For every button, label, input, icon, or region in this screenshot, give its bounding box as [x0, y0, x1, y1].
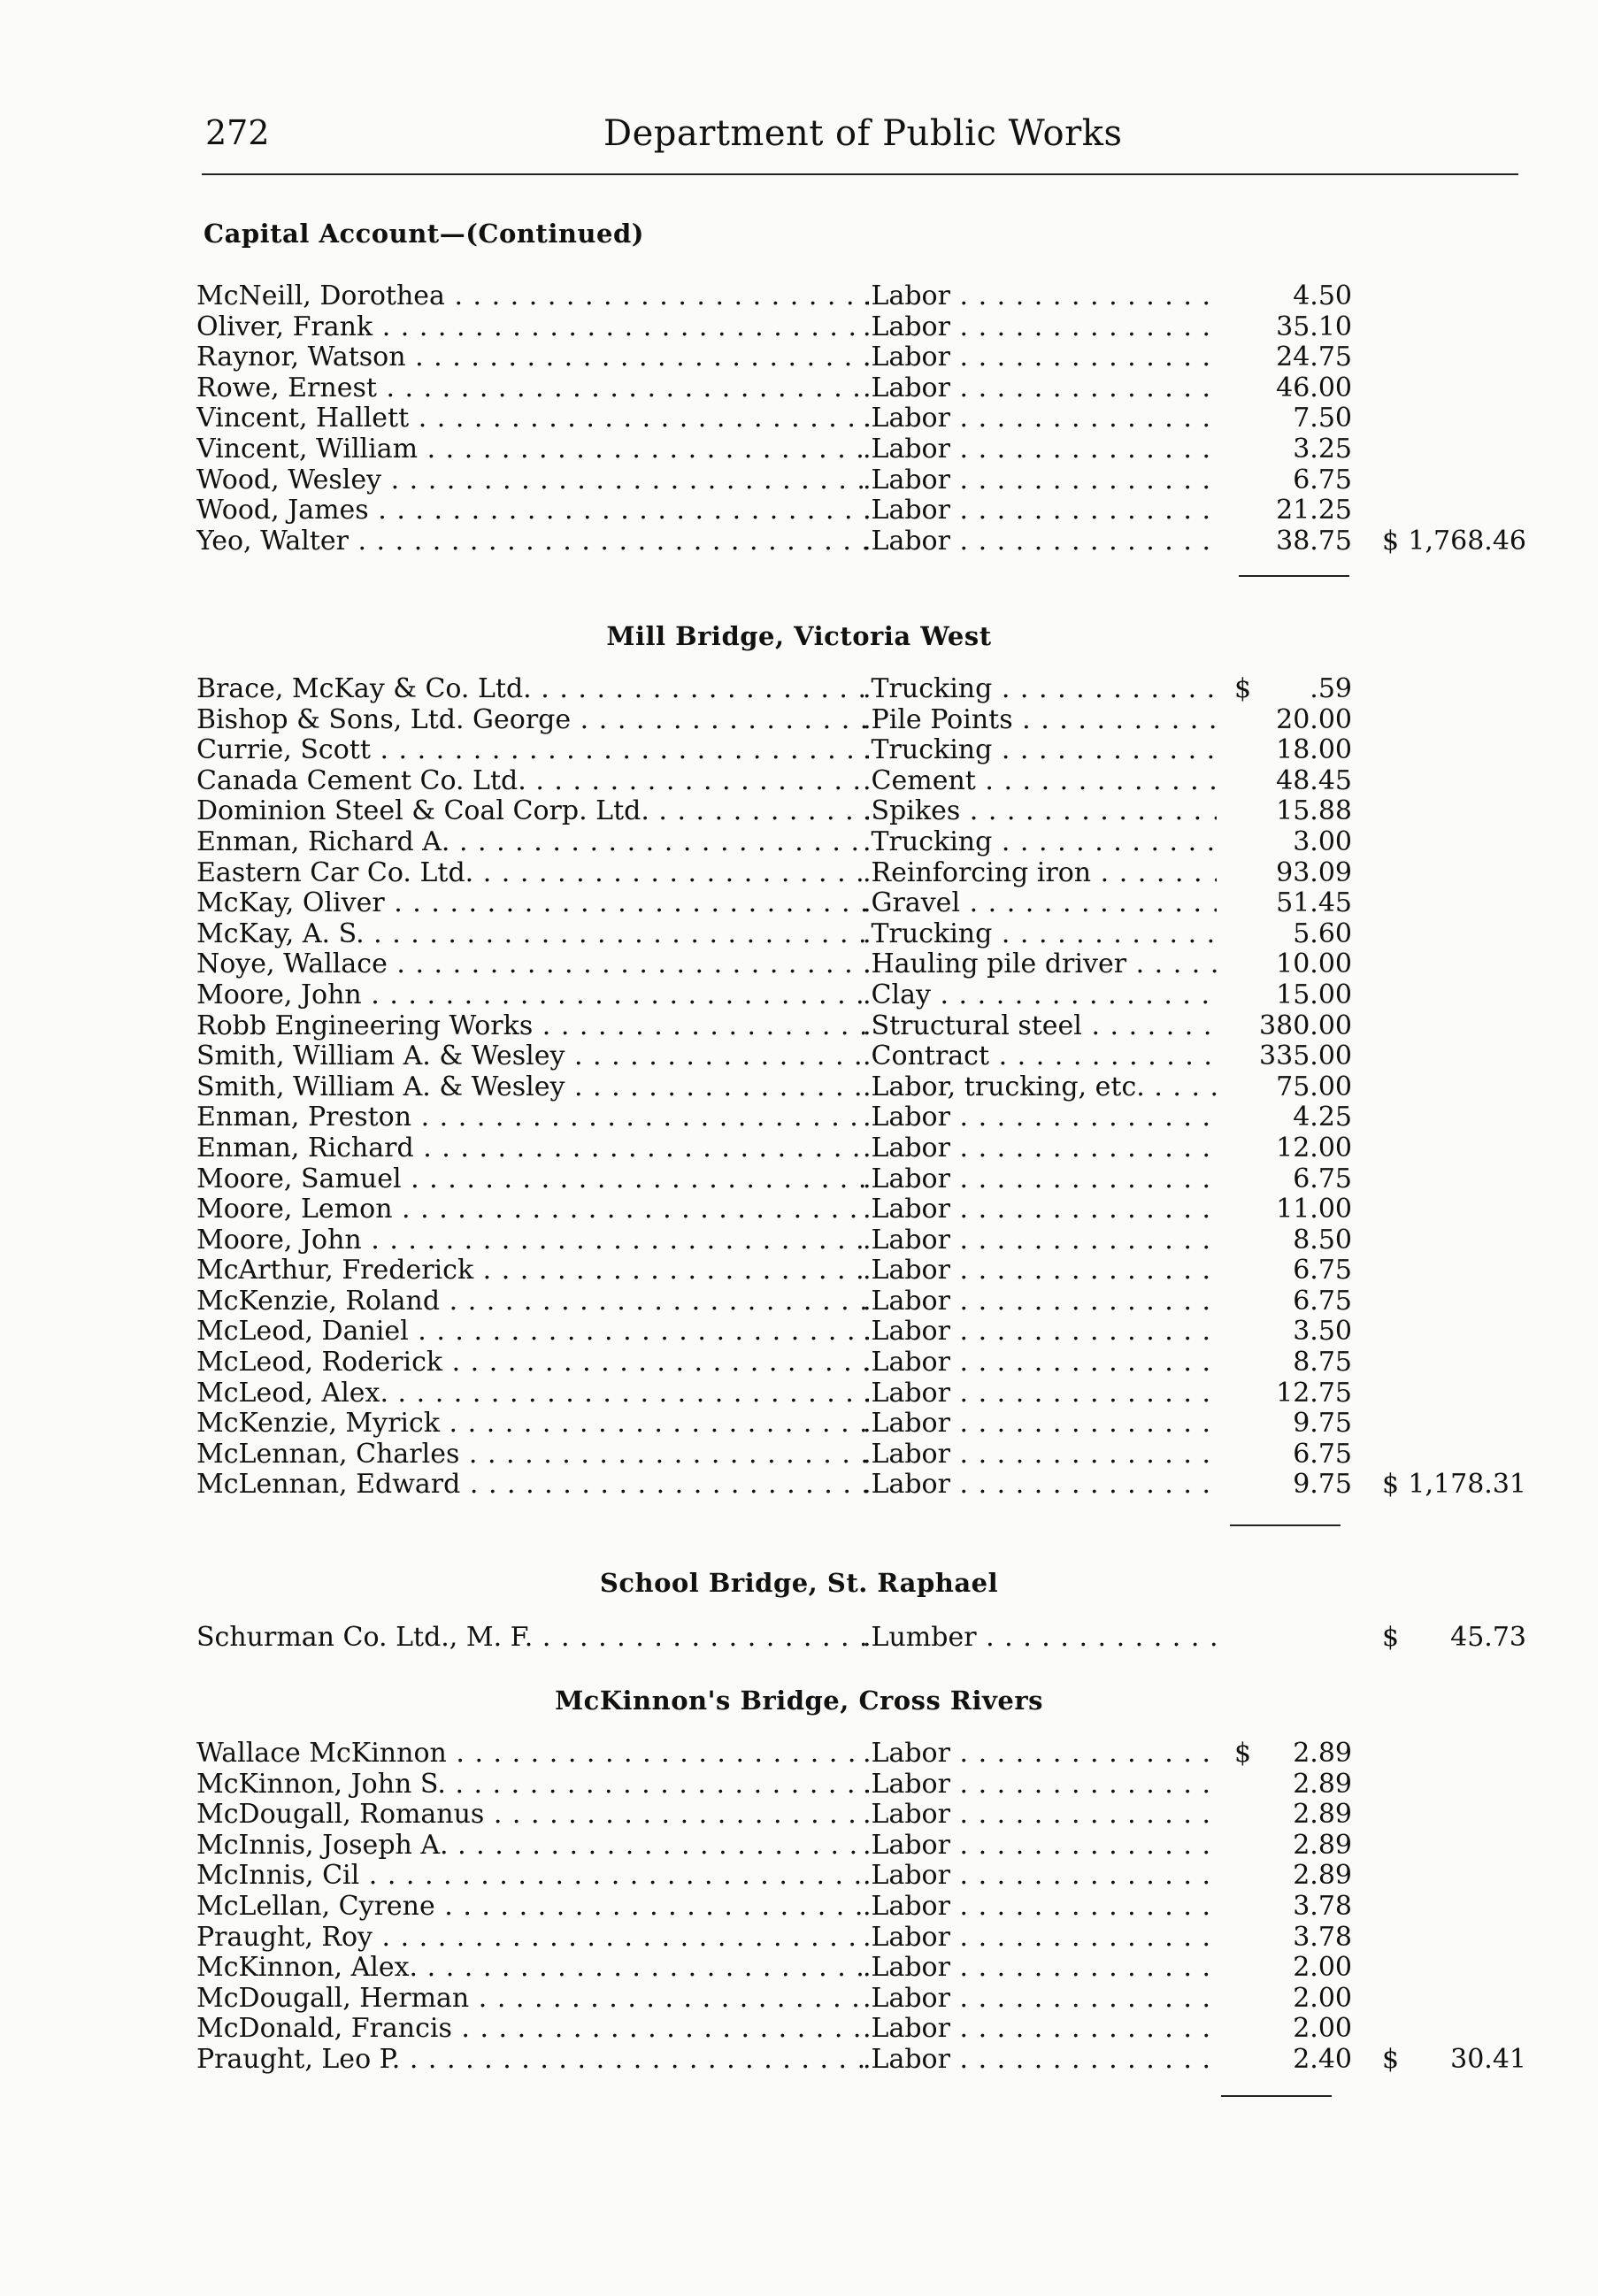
payee-name: Canada Cement Co. Ltd. . . . [196, 766, 869, 797]
payee-name: McLennan, Charles . . . [196, 1440, 869, 1471]
ledger-row [0, 1225, 1598, 1256]
section-total: 30.41 [1450, 2043, 1526, 2075]
payee-name: Praught, Leo P. . . . [196, 2045, 869, 2076]
ledger-row [0, 827, 1598, 858]
line-amount: 2.89 [1293, 1738, 1352, 1769]
payee-name: McKinnon, John S. . . . [196, 1770, 869, 1801]
line-amount: 6.75 [1293, 1438, 1352, 1470]
line-amount: 380.00 [1259, 1010, 1352, 1041]
line-amount: 2.00 [1293, 1952, 1352, 1984]
line-amount: 15.00 [1276, 979, 1352, 1010]
ledger-row [0, 949, 1598, 980]
ledger-row [0, 888, 1598, 919]
payee-name: Smith, William A. & Wesley . . . [196, 1072, 869, 1103]
ledger-row [0, 1770, 1598, 1801]
ledger-row [0, 2045, 1598, 2076]
item-description: . Trucking . . . [863, 919, 1217, 950]
section-heading-mill-bridge: Mill Bridge, Victoria West [606, 621, 992, 651]
item-description: . Labor . . . [863, 495, 1217, 526]
payee-name: Vincent, Hallett . . . [196, 403, 869, 434]
payee-name: McKenzie, Myrick . . . [196, 1409, 869, 1440]
ledger-row [0, 858, 1598, 889]
item-description: . Gravel . . . [863, 888, 1217, 919]
line-amount: 15.88 [1276, 795, 1352, 827]
payee-name: Enman, Richard A. . . . [196, 827, 869, 858]
payee-name: Moore, Samuel . . . [196, 1164, 869, 1195]
line-amount: 4.25 [1293, 1102, 1352, 1133]
ledger-row [0, 1348, 1598, 1378]
payee-name: McDougall, Herman . . . [196, 1984, 869, 2015]
item-description: . Labor . . . [863, 373, 1217, 404]
payee-name: McInnis, Cil . . . [196, 1861, 869, 1892]
ledger-row [0, 1800, 1598, 1831]
item-description: . Labor . . . [863, 1440, 1217, 1471]
item-description: . Labor . . . [863, 281, 1217, 312]
line-amount: 6.75 [1293, 1285, 1352, 1317]
ledger-row [0, 1378, 1598, 1409]
total-dollar-sign: $ [1382, 1469, 1400, 1501]
subtotal-rule [1221, 2095, 1332, 2097]
line-amount: .59 [1310, 673, 1352, 704]
item-description: . Labor . . . [863, 1831, 1217, 1862]
item-description: . Labor . . . [863, 403, 1217, 434]
payee-name: McLeod, Alex. . . . [196, 1378, 869, 1409]
item-description: . Labor . . . [863, 1984, 1217, 2015]
ledger-row [0, 735, 1598, 766]
item-description: . Labor . . . [863, 465, 1217, 496]
item-description: . Pile Points . . . [863, 705, 1217, 736]
section-heading-capital-account: Capital Account—(Continued) [204, 219, 644, 249]
ledger-row [0, 1011, 1598, 1042]
payee-name: Vincent, William . . . [196, 434, 869, 465]
ledger-row [0, 526, 1598, 557]
line-amount: 3.50 [1293, 1316, 1352, 1348]
line-amount: 21.25 [1276, 495, 1352, 526]
ledger-row [0, 1409, 1598, 1440]
ledger-row [0, 403, 1598, 434]
item-description: . Hauling pile driver . . . [863, 949, 1217, 980]
ledger-row [0, 1953, 1598, 1984]
line-amount: 35.10 [1276, 311, 1352, 342]
line-amount: 7.50 [1293, 403, 1352, 434]
ledger-row [0, 766, 1598, 797]
item-description: . Labor . . . [863, 1800, 1217, 1831]
line-amount: 2.89 [1293, 1768, 1352, 1800]
ledger-section-capital-account [0, 281, 1598, 557]
payee-name: McInnis, Joseph A. . . . [196, 1831, 869, 1862]
item-description: . Cement . . . [863, 766, 1217, 797]
line-amount: 3.00 [1293, 825, 1352, 857]
item-description: . Spikes . . . [863, 796, 1217, 827]
ledger-row [0, 1102, 1598, 1133]
item-description: . Labor . . . [863, 2045, 1217, 2076]
section-total: 1,178.31 [1408, 1469, 1526, 1501]
item-description: . Labor . . . [863, 526, 1217, 557]
payee-name: Raynor, Watson . . . [196, 342, 869, 373]
section-heading-school-bridge: School Bridge, St. Raphael [599, 1568, 999, 1598]
ledger-row [0, 1739, 1598, 1770]
item-description: . Labor . . . [863, 1225, 1217, 1256]
header-rule [202, 173, 1518, 175]
ledger-row [0, 1194, 1598, 1225]
ledger-row [0, 495, 1598, 526]
item-description: . Labor . . . [863, 342, 1217, 373]
line-amount: 8.50 [1293, 1224, 1352, 1256]
line-amount: 8.75 [1293, 1347, 1352, 1378]
line-amount: 9.75 [1293, 1408, 1352, 1440]
item-description: . Labor . . . [863, 1470, 1217, 1501]
ledger-row [0, 1286, 1598, 1317]
item-description: . Labor . . . [863, 312, 1217, 343]
ledger-row [0, 434, 1598, 465]
payee-name: Currie, Scott . . . [196, 735, 869, 766]
ledger-row [0, 373, 1598, 404]
ledger-section-mill-bridge [0, 674, 1598, 1501]
item-description: . Labor . . . [863, 1164, 1217, 1195]
payee-name: Wallace McKinnon . . . [196, 1739, 869, 1770]
section-total: 1,768.46 [1408, 525, 1526, 557]
line-amount: 12.00 [1276, 1132, 1352, 1163]
ledger-row [0, 342, 1598, 373]
ledger-row [0, 1831, 1598, 1862]
item-description: . Labor . . . [863, 1770, 1217, 1801]
payee-name: McLeod, Roderick . . . [196, 1348, 869, 1378]
ledger-row [0, 2014, 1598, 2045]
payee-name: McLellan, Cyrene . . . [196, 1892, 869, 1923]
ledger-row [0, 1317, 1598, 1348]
ledger-row [0, 312, 1598, 343]
subtotal-rule [1230, 1524, 1341, 1526]
item-description: . Structural steel . . . [863, 1011, 1217, 1042]
ledger-row [0, 281, 1598, 312]
item-description: . Labor . . . [863, 1739, 1217, 1770]
line-amount: 2.89 [1293, 1860, 1352, 1892]
payee-name: Moore, John . . . [196, 1225, 869, 1256]
ledger-row [0, 796, 1598, 827]
item-description: . Labor . . . [863, 1317, 1217, 1348]
section-total: 45.73 [1450, 1622, 1526, 1653]
line-amount: 6.75 [1293, 464, 1352, 495]
payee-name: Enman, Richard . . . [196, 1133, 869, 1164]
item-description: . Labor . . . [863, 1861, 1217, 1892]
ledger-section-mckinnons-bridge [0, 1739, 1598, 2076]
payee-name: Smith, William A. & Wesley . . . [196, 1041, 869, 1072]
item-description: . Lumber . . . [863, 1623, 1217, 1654]
line-amount: 18.00 [1276, 734, 1352, 766]
ledger-row [0, 1984, 1598, 2015]
ledger-row [0, 1072, 1598, 1103]
item-description: . Labor . . . [863, 1286, 1217, 1317]
ledger-row [0, 1041, 1598, 1072]
line-amount: 2.00 [1293, 2013, 1352, 2045]
item-description: . Reinforcing iron . . . [863, 858, 1217, 889]
payee-name: McNeill, Dorothea . . . [196, 281, 869, 312]
payee-name: McDougall, Romanus . . . [196, 1800, 869, 1831]
line-amount: 6.75 [1293, 1255, 1352, 1286]
payee-name: McLennan, Edward . . . [196, 1470, 869, 1501]
line-amount: 3.78 [1293, 1890, 1352, 1922]
payee-name: McLeod, Daniel . . . [196, 1317, 869, 1348]
line-amount: 6.75 [1293, 1163, 1352, 1194]
payee-name: McKay, A. S. . . . [196, 919, 869, 950]
payee-name: Bishop & Sons, Ltd. George . . . [196, 705, 869, 736]
line-amount: 51.45 [1276, 887, 1352, 919]
item-description: . Labor . . . [863, 1923, 1217, 1954]
subtotal-rule [1239, 575, 1349, 577]
item-description: . Trucking . . . [863, 735, 1217, 766]
ledger-row [0, 1440, 1598, 1471]
item-description: . Labor . . . [863, 1133, 1217, 1164]
total-dollar-sign: $ [1382, 2043, 1400, 2075]
payee-name: McKinnon, Alex. . . . [196, 1953, 869, 1984]
ledger-row [0, 1623, 1598, 1654]
item-description: . Labor . . . [863, 1378, 1217, 1409]
ledger-row [0, 980, 1598, 1011]
line-amount: 46.00 [1276, 372, 1352, 403]
ledger-row [0, 1133, 1598, 1164]
line-amount: 10.00 [1276, 948, 1352, 980]
payee-name: Wood, James . . . [196, 495, 869, 526]
payee-name: Praught, Roy . . . [196, 1923, 869, 1954]
item-description: . Labor . . . [863, 1892, 1217, 1923]
ledger-row [0, 465, 1598, 496]
payee-name: Wood, Wesley . . . [196, 465, 869, 496]
payee-name: Yeo, Walter . . . [196, 526, 869, 557]
line-amount: 75.00 [1276, 1071, 1352, 1102]
payee-name: Noye, Wallace . . . [196, 949, 869, 980]
line-amount: 5.60 [1293, 918, 1352, 949]
item-description: . Trucking . . . [863, 827, 1217, 858]
payee-name: McDonald, Francis . . . [196, 2014, 869, 2045]
payee-name: Moore, Lemon . . . [196, 1194, 869, 1225]
item-description: . Contract . . . [863, 1041, 1217, 1072]
line-amount: 2.00 [1293, 1982, 1352, 2014]
payee-name: Eastern Car Co. Ltd. . . . [196, 858, 869, 889]
running-title: Department of Public Works [603, 113, 1123, 154]
payee-name: McKay, Oliver . . . [196, 888, 869, 919]
ledger-row [0, 1892, 1598, 1923]
payee-name: Robb Engineering Works . . . [196, 1011, 869, 1042]
payee-name: Rowe, Ernest . . . [196, 373, 869, 404]
payee-name: McKenzie, Roland . . . [196, 1286, 869, 1317]
line-amount: 2.89 [1293, 1829, 1352, 1861]
line-amount: 48.45 [1276, 764, 1352, 796]
item-description: . Labor . . . [863, 1409, 1217, 1440]
total-dollar-sign: $ [1382, 1622, 1400, 1653]
ledger-row [0, 1256, 1598, 1286]
ledger-row [0, 674, 1598, 705]
line-amount: 335.00 [1259, 1040, 1352, 1072]
item-description: . Clay . . . [863, 980, 1217, 1011]
ledger-row [0, 1164, 1598, 1195]
dollar-sign: $ [1234, 1738, 1252, 1769]
line-amount: 3.78 [1293, 1921, 1352, 1953]
line-amount: 12.75 [1276, 1377, 1352, 1409]
line-amount: 20.00 [1276, 703, 1352, 735]
ledger-row [0, 1923, 1598, 1954]
line-amount: 3.25 [1293, 433, 1352, 465]
item-description: . Labor . . . [863, 2014, 1217, 2045]
item-description: . Labor . . . [863, 1256, 1217, 1286]
payee-name: Brace, McKay & Co. Ltd. . . . [196, 674, 869, 705]
payee-name: Dominion Steel & Coal Corp. Ltd. . . . [196, 796, 869, 827]
payee-name: Enman, Preston . . . [196, 1102, 869, 1133]
payee-name: McArthur, Frederick . . . [196, 1256, 869, 1286]
line-amount: 38.75 [1276, 525, 1352, 557]
ledger-section-school-bridge [0, 1623, 1598, 1654]
item-description: . Labor . . . [863, 1194, 1217, 1225]
item-description: . Labor . . . [863, 1102, 1217, 1133]
line-amount: 93.09 [1276, 856, 1352, 888]
ledger-row [0, 705, 1598, 736]
item-description: . Trucking . . . [863, 674, 1217, 705]
page-number: 272 [205, 113, 270, 152]
section-heading-mckinnons-bridge: McKinnon's Bridge, Cross Rivers [555, 1686, 1043, 1716]
payee-name: Oliver, Frank . . . [196, 312, 869, 343]
page-header [205, 113, 1515, 166]
ledger-row [0, 1470, 1598, 1501]
line-amount: 9.75 [1293, 1469, 1352, 1501]
line-amount: 11.00 [1276, 1194, 1352, 1225]
item-description: . Labor, trucking, etc. . . . [863, 1072, 1217, 1103]
item-description: . Labor . . . [863, 1953, 1217, 1984]
ledger-row [0, 919, 1598, 950]
line-amount: 24.75 [1276, 342, 1352, 373]
item-description: . Labor . . . [863, 1348, 1217, 1378]
item-description: . Labor . . . [863, 434, 1217, 465]
ledger-row [0, 1861, 1598, 1892]
line-amount: 2.40 [1293, 2043, 1352, 2075]
payee-name: Schurman Co. Ltd., M. F. . . . [196, 1623, 869, 1654]
dollar-sign: $ [1234, 673, 1252, 704]
payee-name: Moore, John . . . [196, 980, 869, 1011]
line-amount: 2.89 [1293, 1799, 1352, 1831]
line-amount: 4.50 [1293, 280, 1352, 311]
total-dollar-sign: $ [1382, 525, 1400, 557]
